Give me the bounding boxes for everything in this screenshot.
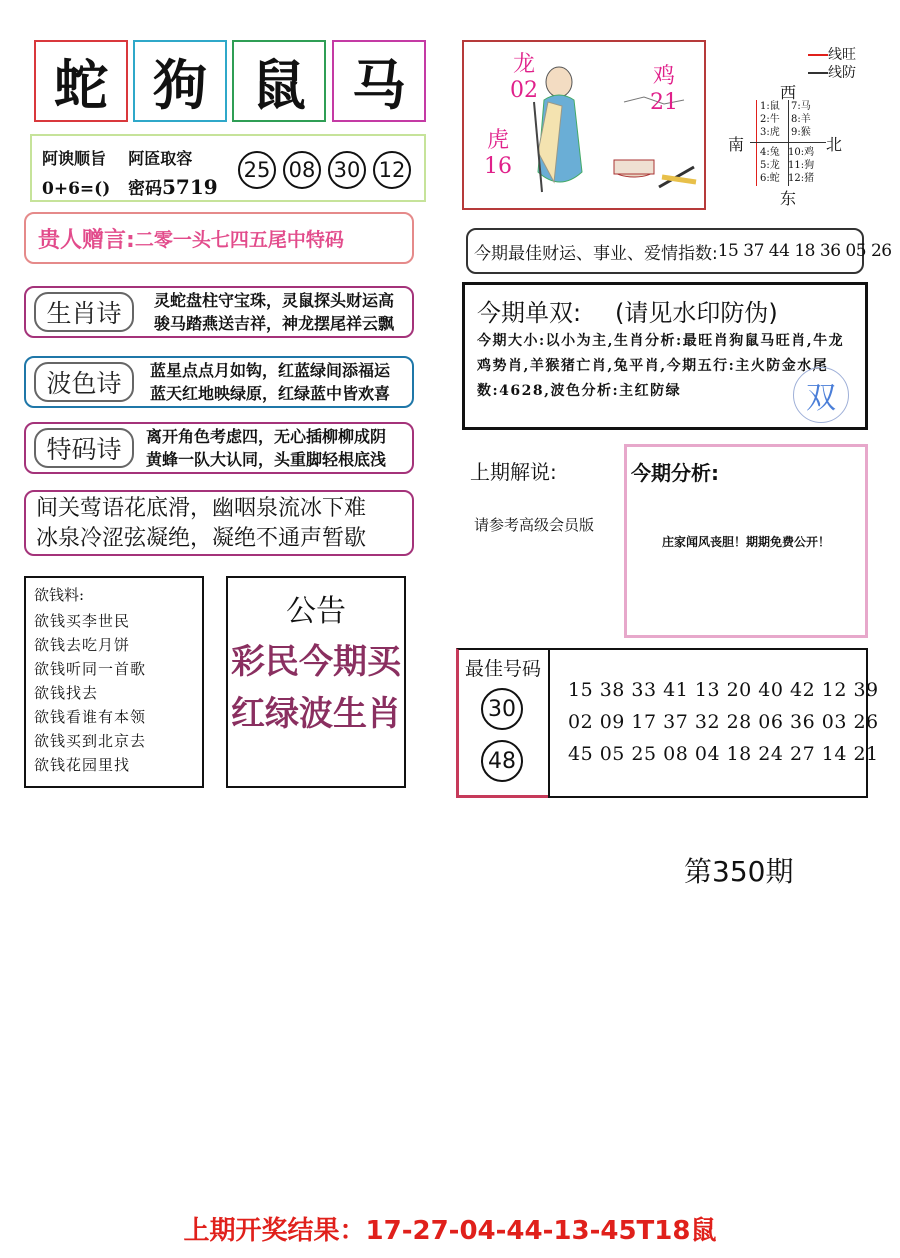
last-result: 上期开奖结果：17-27-04-44-13-45T18鼠: [183, 1216, 717, 1246]
label-num: 21: [650, 90, 678, 115]
zodiac-box-1: [34, 40, 128, 122]
money-item: 欲钱去吃月饼: [34, 636, 131, 654]
money-item: 欲钱买李世民: [34, 612, 131, 630]
money-item: 欲钱花园里找: [34, 756, 131, 774]
compass-east: 东: [780, 189, 797, 208]
sd-title: 今期单双:: [477, 299, 582, 327]
picture-box: [462, 40, 706, 210]
label-rooster: [650, 64, 678, 116]
info-code-value: 5719: [162, 175, 218, 199]
label-name: 龙: [512, 52, 535, 77]
notice-box: [226, 576, 406, 788]
money-item: 欲钱听同一首歌: [34, 660, 147, 678]
wave-poem-line1: 蓝星点点月如钩，红蓝绿间添福运: [150, 361, 391, 380]
compass-line-mid: [750, 142, 826, 143]
label-tiger: [484, 128, 512, 180]
analysis-text: 庄家闻风丧胆！期期免费公开！: [661, 535, 830, 549]
info-line2: [42, 174, 218, 199]
label-name: 虎: [486, 128, 509, 153]
special-poem-line1: 离开角色考虑四，无心插柳柳成阴: [146, 427, 387, 446]
money-box: [24, 576, 204, 788]
double-stamp: 双: [793, 367, 849, 423]
best-title: 最佳号码: [465, 658, 542, 680]
label-name: 鸡: [652, 64, 675, 89]
money-list: [34, 609, 194, 777]
info-phrase-b: 阿匼取容: [128, 149, 193, 168]
number-circle: 25: [238, 151, 276, 189]
money-item: 欲钱找去: [34, 684, 99, 702]
zodiac-poem-line2: 骏马踏燕送吉祥，神龙摆尾祥云飘: [154, 314, 395, 333]
number-circle: 30: [328, 151, 366, 189]
compass-north: 北: [826, 135, 843, 154]
notice-title: 公告: [286, 594, 346, 629]
wave-poem-title: 波色诗: [34, 362, 134, 402]
compass-col3: 4:兔 5:龙 6:蛇: [760, 147, 780, 184]
compass: [728, 80, 868, 210]
notice-line1: 彩民今期买: [231, 642, 401, 682]
verse-box: [24, 490, 414, 556]
zodiac-poem-title: 生肖诗: [34, 292, 134, 332]
single-double-box: [462, 282, 868, 430]
notice-line2: 红绿波生肖: [231, 694, 401, 734]
best-row: 02 09 17 37 32 28 06 36 03 26: [568, 711, 879, 733]
verse-line1: 间关莺语花底滑，幽咽泉流冰下难: [36, 496, 367, 521]
special-poem-box: [24, 422, 414, 474]
best-row: 15 38 33 41 13 20 40 42 12 39: [568, 679, 879, 701]
compass-col2: 7:马 8:羊 9:猴: [791, 101, 811, 138]
last-explain-text: 请参考高级会员版: [474, 516, 595, 534]
gift-text: 二零一头七四五尾中特码: [134, 228, 344, 251]
compass-col1: 1:鼠 2:牛 3:虎: [760, 101, 780, 138]
compass-line-left: [756, 100, 757, 186]
best-numbers-box: [548, 648, 879, 798]
compass-west: 西: [780, 83, 797, 102]
zodiac-char: 狗: [153, 53, 207, 117]
verse-line2: 冰泉冷涩弦凝绝，凝绝不通声暂歇: [36, 526, 367, 551]
compass-south: 南: [728, 135, 745, 154]
info-phrase-a: 阿谀顺旨: [42, 149, 107, 168]
best-row: 45 05 25 08 04 18 24 27 14 21: [568, 743, 879, 765]
zodiac-char: 马: [352, 53, 406, 117]
zodiac-box-2: [133, 40, 227, 122]
wave-poem-box: [24, 356, 414, 408]
compass-legend: [808, 46, 856, 82]
fortune-box: [466, 228, 892, 274]
label-dragon: [510, 52, 538, 104]
sd-note: (请见水印防伪): [615, 299, 778, 327]
gift-label: 贵人赠言:: [38, 227, 135, 253]
zodiac-char: 鼠: [252, 53, 306, 117]
zodiac-poem-line1: 灵蛇盘柱守宝珠，灵鼠探头财运高: [154, 291, 395, 310]
money-title: 欲钱料:: [34, 586, 85, 604]
last-explain-title: 上期解说:: [470, 460, 557, 484]
label-num: 16: [484, 154, 512, 179]
zodiac-char: 蛇: [54, 53, 108, 117]
number-circle: 08: [283, 151, 321, 189]
best-circle: 30: [481, 688, 523, 730]
analysis-box: [624, 444, 868, 638]
info-box: [30, 134, 426, 202]
issue-number: 第350期: [684, 855, 794, 888]
analysis-title: 今期分析:: [631, 461, 719, 485]
legend-prosper: 线旺: [808, 46, 856, 64]
zodiac-poem-box: [24, 286, 414, 338]
info-circles: [238, 151, 411, 189]
info-formula: 0+6=(): [42, 179, 111, 199]
best-circle: 48: [481, 740, 523, 782]
fortune-numbers: 15 37 44 18 36 05 26: [717, 241, 892, 261]
special-poem-line2: 黄蜂一队大认同，头重脚轻根底浅: [146, 450, 387, 469]
wave-poem-line2: 蓝天红地映绿原，红绿蓝中皆欢喜: [150, 384, 391, 403]
number-circle: 12: [373, 151, 411, 189]
money-item: 欲钱买到北京去: [34, 732, 147, 750]
gift-banner: [24, 212, 414, 264]
fortune-label: 今期最佳财运、事业、爱情指数:: [474, 243, 718, 264]
info-line1: [42, 146, 192, 169]
legend-guard: 线防: [808, 64, 856, 82]
label-num: 02: [510, 78, 538, 103]
sd-body: 今期大小:以小为主,生肖分析:最旺肖狗鼠马旺肖,牛龙鸡势肖,羊猴猪亡肖,兔平肖,今期五行:主火防金水尾数:4628,波色分析:主红防绿: [477, 333, 845, 399]
zodiac-box-4: [332, 40, 426, 122]
best-label-box: [456, 648, 550, 798]
zodiac-box-3: [232, 40, 326, 122]
money-item: 欲钱看谁有本领: [34, 708, 147, 726]
special-poem-title: 特码诗: [34, 428, 134, 468]
compass-col4: 10:鸡 11:狗 12:猪: [788, 147, 815, 184]
info-code-label: 密码: [128, 179, 162, 199]
